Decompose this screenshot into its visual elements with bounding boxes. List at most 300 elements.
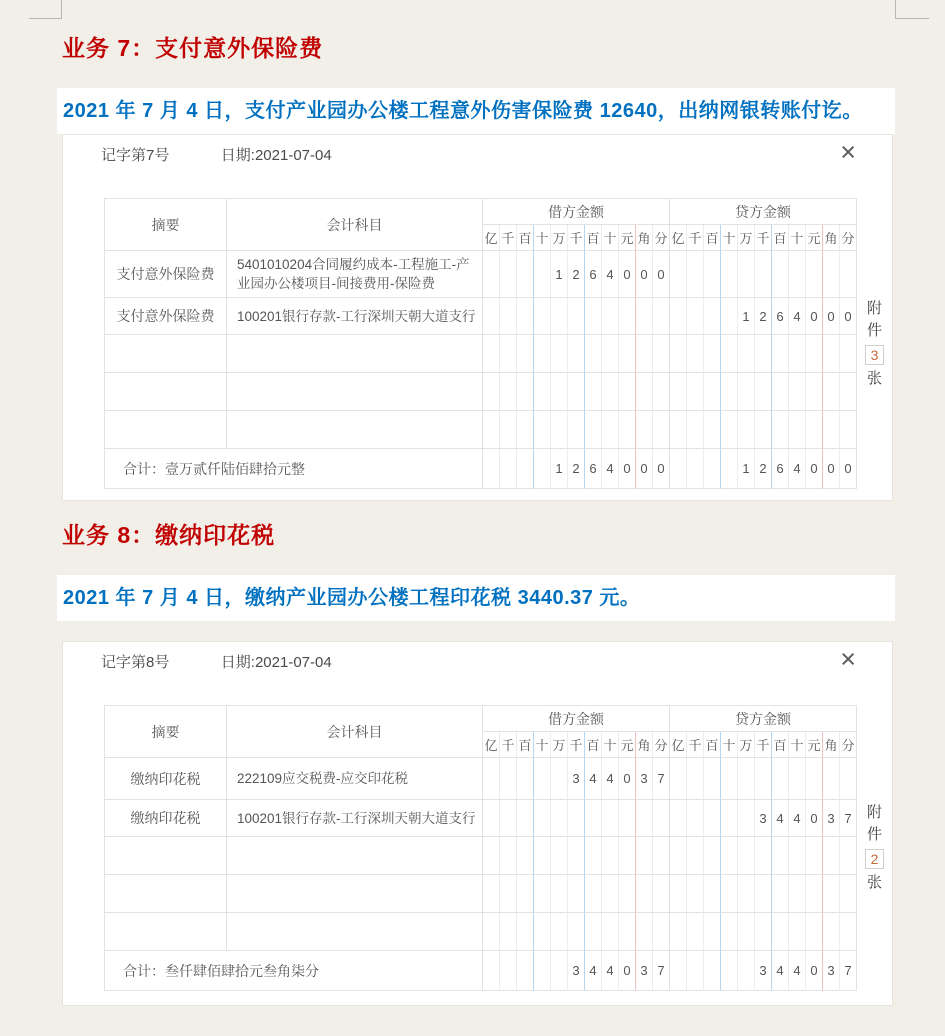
digit-cell bbox=[670, 449, 687, 489]
digit-cell bbox=[483, 251, 500, 298]
digit-cell bbox=[772, 837, 789, 875]
digit-label-cell: 元 bbox=[806, 732, 823, 758]
digit-cell bbox=[517, 875, 534, 913]
digit-cell bbox=[568, 875, 585, 913]
digit-cell: 2 bbox=[568, 449, 585, 489]
digit-cell bbox=[670, 800, 687, 837]
digit-cell bbox=[687, 251, 704, 298]
digit-cell bbox=[806, 373, 823, 411]
attachment-unit: 张 bbox=[866, 369, 882, 387]
digit-cell bbox=[534, 298, 551, 335]
description-text: 2021 年 7 月 4 日，支付产业园办公楼工程意外伤害保险费 12640，出纳网银转账付讫。 bbox=[63, 100, 863, 122]
description-text: 2021 年 7 月 4 日，缴纳产业园办公楼工程印花税 3440.37 元。 bbox=[63, 587, 641, 609]
digit-cell bbox=[806, 758, 823, 800]
digit-cell: 6 bbox=[772, 298, 789, 335]
digit-cell bbox=[840, 335, 857, 373]
digit-cell bbox=[568, 800, 585, 837]
digit-cell: 0 bbox=[619, 449, 636, 489]
digit-cell bbox=[840, 875, 857, 913]
amount-group-label: 贷方金额 bbox=[670, 199, 857, 225]
digit-cell bbox=[772, 373, 789, 411]
digit-label-cell: 角 bbox=[823, 225, 840, 251]
digit-cell bbox=[517, 951, 534, 991]
digit-label-cell: 百 bbox=[517, 225, 534, 251]
section-title-business-7: 业务 7：支付意外保险费 bbox=[62, 35, 324, 61]
digit-label-cell: 亿 bbox=[483, 732, 500, 758]
digit-cell bbox=[823, 411, 840, 449]
close-icon[interactable]: × bbox=[840, 137, 856, 167]
digit-cell bbox=[483, 373, 500, 411]
digit-cell bbox=[840, 837, 857, 875]
digit-cell bbox=[636, 800, 653, 837]
digit-label-cell: 十 bbox=[789, 732, 806, 758]
digit-cell bbox=[721, 335, 738, 373]
digit-cell bbox=[517, 251, 534, 298]
digit-cell bbox=[823, 837, 840, 875]
digit-cell bbox=[551, 875, 568, 913]
digit-cell bbox=[568, 373, 585, 411]
digit-cell bbox=[534, 335, 551, 373]
digit-cell bbox=[840, 913, 857, 951]
debit-digits bbox=[483, 411, 670, 449]
table-row bbox=[105, 913, 857, 951]
digit-cell: 3 bbox=[755, 951, 772, 991]
digit-cell: 6 bbox=[772, 449, 789, 489]
digit-cell bbox=[483, 875, 500, 913]
voucher-panel-7 bbox=[62, 134, 893, 501]
digit-label-cell: 万 bbox=[551, 732, 568, 758]
digit-cell bbox=[670, 913, 687, 951]
digit-cell bbox=[585, 800, 602, 837]
digit-cell bbox=[534, 837, 551, 875]
digit-cell bbox=[602, 800, 619, 837]
digit-cell bbox=[704, 251, 721, 298]
digit-cell: 3 bbox=[755, 800, 772, 837]
digit-cell bbox=[500, 800, 517, 837]
digit-cell bbox=[602, 837, 619, 875]
digit-cell: 7 bbox=[653, 951, 670, 991]
digit-cell bbox=[551, 800, 568, 837]
digit-cell bbox=[687, 411, 704, 449]
digit-cell bbox=[738, 758, 755, 800]
digit-cell bbox=[500, 298, 517, 335]
digit-label-cell: 千 bbox=[755, 225, 772, 251]
table-row bbox=[105, 411, 857, 449]
column-header-debit bbox=[483, 706, 670, 758]
digit-cell bbox=[517, 758, 534, 800]
digit-label-cell: 亿 bbox=[670, 225, 687, 251]
digit-cell bbox=[500, 758, 517, 800]
voucher-body bbox=[104, 198, 892, 489]
digit-cell bbox=[687, 758, 704, 800]
summary-cell bbox=[105, 411, 227, 449]
close-icon[interactable]: × bbox=[840, 644, 856, 674]
digit-cell bbox=[534, 251, 551, 298]
digit-cell bbox=[670, 837, 687, 875]
digit-cell: 1 bbox=[738, 298, 755, 335]
digit-label-cell: 分 bbox=[840, 732, 857, 758]
summary-cell: 缴纳印花税 bbox=[105, 800, 227, 837]
digit-cell: 4 bbox=[772, 951, 789, 991]
digit-cell bbox=[687, 335, 704, 373]
page-corner-mark-right bbox=[895, 0, 929, 19]
digit-cell bbox=[687, 449, 704, 489]
digit-cell: 0 bbox=[653, 251, 670, 298]
digit-cell: 0 bbox=[806, 298, 823, 335]
amount-group-label: 借方金额 bbox=[483, 199, 670, 225]
digit-cell: 7 bbox=[840, 800, 857, 837]
debit-digits bbox=[483, 335, 670, 373]
digit-label-cell: 百 bbox=[704, 732, 721, 758]
digit-cell bbox=[585, 298, 602, 335]
digit-cell bbox=[704, 411, 721, 449]
digit-cell bbox=[568, 298, 585, 335]
debit-digits bbox=[483, 251, 670, 298]
digit-cell: 4 bbox=[789, 951, 806, 991]
digit-cell bbox=[636, 875, 653, 913]
digit-cell bbox=[772, 758, 789, 800]
digit-cell bbox=[840, 251, 857, 298]
voucher-panel-8 bbox=[62, 641, 893, 1006]
digit-label-cell: 分 bbox=[840, 225, 857, 251]
account-cell bbox=[227, 913, 483, 951]
digit-cell: 0 bbox=[619, 951, 636, 991]
credit-digits bbox=[670, 251, 857, 298]
digit-label-cell: 十 bbox=[534, 732, 551, 758]
digit-cell bbox=[551, 373, 568, 411]
credit-digits bbox=[670, 373, 857, 411]
digit-label-cell: 千 bbox=[500, 732, 517, 758]
digit-cell: 1 bbox=[738, 449, 755, 489]
digit-cell bbox=[568, 335, 585, 373]
digit-cell bbox=[551, 335, 568, 373]
digit-cell bbox=[806, 913, 823, 951]
voucher-date: 日期:2021-07-04 bbox=[220, 654, 332, 671]
table-row bbox=[105, 837, 857, 875]
debit-digits bbox=[483, 951, 670, 991]
column-header-credit bbox=[670, 199, 857, 251]
digit-cell bbox=[653, 335, 670, 373]
digit-cell bbox=[636, 335, 653, 373]
digit-cell bbox=[602, 373, 619, 411]
digit-cell: 0 bbox=[823, 449, 840, 489]
digit-label-cell: 十 bbox=[534, 225, 551, 251]
digit-cell bbox=[619, 373, 636, 411]
digit-cell bbox=[670, 251, 687, 298]
digit-cell bbox=[806, 251, 823, 298]
digit-label-row bbox=[483, 732, 670, 758]
table-row bbox=[105, 758, 857, 800]
digit-cell bbox=[772, 335, 789, 373]
digit-cell: 4 bbox=[789, 298, 806, 335]
digit-cell: 4 bbox=[585, 951, 602, 991]
digit-cell bbox=[823, 875, 840, 913]
column-header-credit bbox=[670, 706, 857, 758]
digit-cell bbox=[500, 875, 517, 913]
digit-cell bbox=[789, 837, 806, 875]
amount-group-label: 贷方金额 bbox=[670, 706, 857, 732]
digit-label-cell: 万 bbox=[738, 732, 755, 758]
digit-cell bbox=[772, 875, 789, 913]
table-row bbox=[105, 373, 857, 411]
digit-cell bbox=[602, 298, 619, 335]
digit-cell bbox=[789, 251, 806, 298]
column-header-debit bbox=[483, 199, 670, 251]
digit-label-cell: 百 bbox=[585, 732, 602, 758]
digit-cell: 2 bbox=[755, 449, 772, 489]
digit-cell bbox=[738, 411, 755, 449]
account-cell: 222109应交税费-应交印花税 bbox=[227, 758, 483, 800]
digit-label-cell: 百 bbox=[704, 225, 721, 251]
digit-cell bbox=[500, 951, 517, 991]
digit-cell bbox=[738, 800, 755, 837]
digit-cell bbox=[704, 373, 721, 411]
digit-label-cell: 百 bbox=[517, 732, 534, 758]
digit-label-cell: 角 bbox=[823, 732, 840, 758]
digit-label-cell: 十 bbox=[721, 225, 738, 251]
digit-cell bbox=[704, 951, 721, 991]
digit-cell bbox=[653, 875, 670, 913]
digit-cell: 4 bbox=[789, 800, 806, 837]
digit-cell bbox=[823, 335, 840, 373]
digit-cell bbox=[772, 411, 789, 449]
total-row bbox=[105, 951, 857, 991]
digit-cell bbox=[823, 251, 840, 298]
credit-digits bbox=[670, 298, 857, 335]
digit-cell bbox=[500, 373, 517, 411]
digit-cell bbox=[704, 875, 721, 913]
digit-cell bbox=[619, 411, 636, 449]
digit-cell bbox=[755, 411, 772, 449]
debit-digits bbox=[483, 913, 670, 951]
digit-cell bbox=[840, 373, 857, 411]
digit-label-cell: 十 bbox=[602, 225, 619, 251]
digit-cell: 4 bbox=[789, 449, 806, 489]
summary-cell bbox=[105, 335, 227, 373]
total-row bbox=[105, 449, 857, 489]
digit-label-row bbox=[670, 225, 857, 251]
digit-label-cell: 千 bbox=[755, 732, 772, 758]
column-header-account: 会计科目 bbox=[227, 199, 483, 251]
digit-cell bbox=[602, 335, 619, 373]
table-row bbox=[105, 335, 857, 373]
digit-cell bbox=[704, 758, 721, 800]
digit-cell bbox=[534, 875, 551, 913]
digit-cell bbox=[483, 951, 500, 991]
digit-cell bbox=[823, 758, 840, 800]
table-row bbox=[105, 298, 857, 335]
debit-digits bbox=[483, 758, 670, 800]
digit-cell: 2 bbox=[755, 298, 772, 335]
digit-cell bbox=[653, 800, 670, 837]
digit-cell bbox=[500, 837, 517, 875]
attachment-number: 2 bbox=[865, 849, 885, 869]
digit-cell bbox=[483, 298, 500, 335]
digit-cell bbox=[568, 913, 585, 951]
voucher-body bbox=[104, 705, 892, 991]
digit-cell bbox=[483, 837, 500, 875]
digit-cell bbox=[517, 373, 534, 411]
digit-cell bbox=[653, 913, 670, 951]
description-band bbox=[57, 575, 895, 621]
debit-digits bbox=[483, 449, 670, 489]
digit-cell bbox=[534, 800, 551, 837]
digit-cell bbox=[755, 758, 772, 800]
debit-digits bbox=[483, 373, 670, 411]
digit-cell: 4 bbox=[585, 758, 602, 800]
credit-digits bbox=[670, 411, 857, 449]
digit-cell bbox=[585, 373, 602, 411]
digit-cell: 3 bbox=[568, 758, 585, 800]
account-cell: 100201银行存款-工行深圳天朝大道支行 bbox=[227, 298, 483, 335]
digit-cell bbox=[585, 913, 602, 951]
digit-cell bbox=[721, 875, 738, 913]
voucher-header bbox=[63, 642, 892, 672]
digit-cell: 0 bbox=[840, 298, 857, 335]
voucher-header bbox=[63, 135, 892, 165]
column-header-summary: 摘要 bbox=[105, 199, 227, 251]
digit-label-cell: 元 bbox=[619, 225, 636, 251]
digit-label-row bbox=[483, 225, 670, 251]
digit-label-cell: 千 bbox=[687, 732, 704, 758]
total-label: 合计：叁仟肆佰肆拾元叁角柒分 bbox=[105, 951, 483, 991]
digit-cell bbox=[755, 875, 772, 913]
digit-cell: 0 bbox=[823, 298, 840, 335]
digit-cell bbox=[483, 800, 500, 837]
digit-cell: 1 bbox=[551, 251, 568, 298]
attachment-block bbox=[857, 705, 892, 991]
digit-cell bbox=[704, 449, 721, 489]
digit-cell bbox=[721, 837, 738, 875]
credit-digits bbox=[670, 875, 857, 913]
credit-digits bbox=[670, 758, 857, 800]
digit-label-cell: 十 bbox=[602, 732, 619, 758]
digit-cell: 3 bbox=[636, 758, 653, 800]
digit-cell bbox=[500, 449, 517, 489]
digit-cell bbox=[500, 251, 517, 298]
digit-cell bbox=[483, 335, 500, 373]
digit-cell bbox=[585, 875, 602, 913]
digit-cell bbox=[704, 335, 721, 373]
voucher-number: 记字第7号 bbox=[101, 147, 170, 164]
digit-cell: 0 bbox=[806, 449, 823, 489]
debit-digits bbox=[483, 837, 670, 875]
amount-group-label: 借方金额 bbox=[483, 706, 670, 732]
digit-cell bbox=[687, 875, 704, 913]
digit-cell bbox=[551, 913, 568, 951]
digit-cell: 0 bbox=[619, 251, 636, 298]
account-cell bbox=[227, 411, 483, 449]
digit-cell bbox=[568, 837, 585, 875]
digit-cell bbox=[670, 373, 687, 411]
digit-cell bbox=[806, 875, 823, 913]
digit-cell bbox=[789, 875, 806, 913]
summary-cell: 支付意外保险费 bbox=[105, 251, 227, 298]
credit-digits bbox=[670, 449, 857, 489]
digit-cell bbox=[789, 913, 806, 951]
debit-digits bbox=[483, 298, 670, 335]
attachment-unit: 张 bbox=[866, 874, 882, 891]
digit-cell bbox=[517, 335, 534, 373]
section-title-business-8: 业务 8：缴纳印花税 bbox=[62, 522, 276, 548]
digit-label-cell: 元 bbox=[619, 732, 636, 758]
digit-cell bbox=[755, 335, 772, 373]
digit-cell bbox=[551, 411, 568, 449]
digit-label-cell: 万 bbox=[738, 225, 755, 251]
digit-cell bbox=[483, 913, 500, 951]
digit-cell: 4 bbox=[602, 251, 619, 298]
digit-cell bbox=[687, 800, 704, 837]
digit-cell bbox=[687, 951, 704, 991]
digit-cell bbox=[755, 913, 772, 951]
digit-cell bbox=[500, 335, 517, 373]
digit-cell: 3 bbox=[636, 951, 653, 991]
total-label: 合计：壹万贰仟陆佰肆拾元整 bbox=[105, 449, 483, 489]
digit-cell bbox=[772, 251, 789, 298]
digit-cell: 0 bbox=[636, 251, 653, 298]
digit-cell bbox=[483, 758, 500, 800]
digit-cell bbox=[721, 251, 738, 298]
voucher-date: 日期:2021-07-04 bbox=[220, 147, 332, 164]
column-header-summary: 摘要 bbox=[105, 706, 227, 758]
digit-cell bbox=[534, 951, 551, 991]
summary-cell bbox=[105, 913, 227, 951]
page-corner-mark-left bbox=[29, 0, 62, 19]
digit-cell bbox=[721, 758, 738, 800]
attachment-label: 附件 bbox=[866, 299, 882, 339]
digit-cell bbox=[670, 875, 687, 913]
account-cell: 100201银行存款-工行深圳天朝大道支行 bbox=[227, 800, 483, 837]
digit-cell bbox=[772, 913, 789, 951]
voucher-table bbox=[104, 198, 857, 489]
digit-cell bbox=[551, 837, 568, 875]
digit-cell: 3 bbox=[823, 951, 840, 991]
digit-cell bbox=[568, 411, 585, 449]
digit-cell bbox=[755, 251, 772, 298]
digit-label-cell: 亿 bbox=[670, 732, 687, 758]
digit-cell bbox=[721, 298, 738, 335]
digit-cell bbox=[517, 837, 534, 875]
digit-label-cell: 千 bbox=[687, 225, 704, 251]
digit-cell: 4 bbox=[772, 800, 789, 837]
digit-cell bbox=[806, 411, 823, 449]
credit-digits bbox=[670, 951, 857, 991]
digit-cell bbox=[585, 411, 602, 449]
digit-label-cell: 角 bbox=[636, 732, 653, 758]
description-band bbox=[57, 88, 895, 134]
digit-cell bbox=[840, 411, 857, 449]
digit-cell bbox=[619, 298, 636, 335]
digit-cell bbox=[806, 335, 823, 373]
summary-cell: 缴纳印花税 bbox=[105, 758, 227, 800]
digit-cell bbox=[534, 913, 551, 951]
digit-label-cell: 万 bbox=[551, 225, 568, 251]
attachment-label: 附件 bbox=[866, 804, 882, 843]
digit-cell bbox=[704, 298, 721, 335]
digit-cell bbox=[517, 298, 534, 335]
digit-cell bbox=[789, 373, 806, 411]
debit-digits bbox=[483, 875, 670, 913]
digit-cell bbox=[517, 449, 534, 489]
digit-label-cell: 角 bbox=[636, 225, 653, 251]
digit-cell bbox=[636, 373, 653, 411]
digit-cell: 0 bbox=[619, 758, 636, 800]
digit-cell: 1 bbox=[551, 449, 568, 489]
digit-cell bbox=[721, 411, 738, 449]
table-header-row bbox=[105, 706, 857, 758]
account-cell bbox=[227, 373, 483, 411]
digit-cell bbox=[755, 373, 772, 411]
